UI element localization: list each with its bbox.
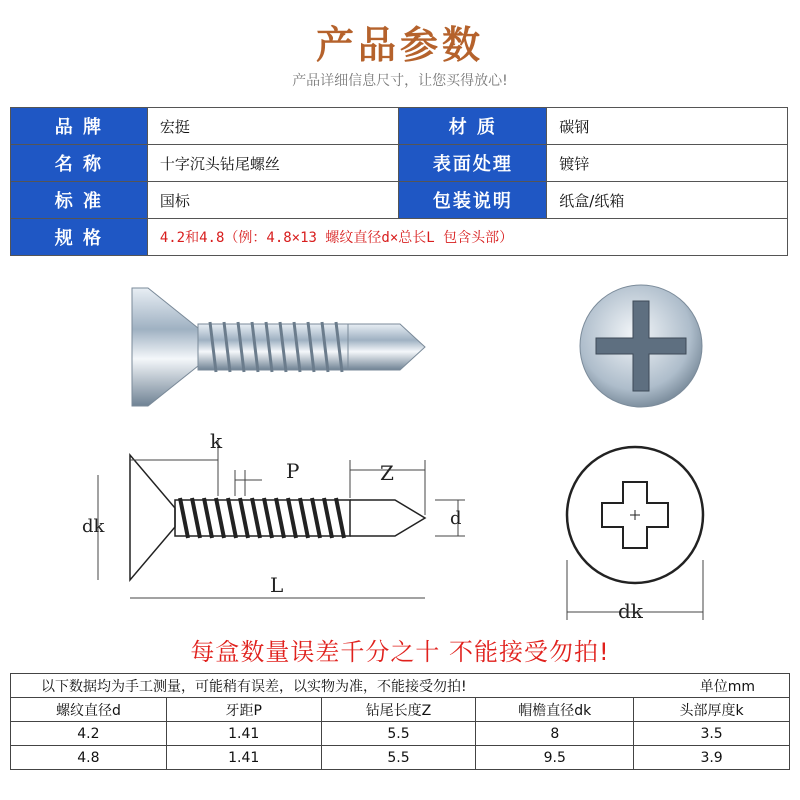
packing-value: 纸盒/纸箱 bbox=[547, 182, 788, 219]
note-cell bbox=[11, 674, 790, 698]
screw-head-drawing bbox=[560, 440, 720, 630]
label-p: P bbox=[286, 459, 300, 483]
unit-label: 单位mm bbox=[699, 678, 755, 695]
size-label: 规 格 bbox=[11, 219, 148, 256]
spec-row bbox=[11, 219, 788, 256]
name-value: 十字沉头钻尾螺丝 bbox=[147, 145, 399, 182]
table-cell: 1.41 bbox=[166, 722, 321, 746]
measure-note: 以下数据均为手工测量，可能稍有误差，以实物为准，不能接受勿拍! bbox=[41, 678, 467, 695]
label-head-dk: dk bbox=[618, 599, 643, 623]
surface-label: 表面处理 bbox=[399, 145, 547, 182]
packing-label: 包装说明 bbox=[399, 182, 547, 219]
table-cell: 3.9 bbox=[634, 746, 790, 770]
brand-value: 宏挺 bbox=[147, 108, 399, 145]
screw-drawing bbox=[80, 420, 462, 615]
label-l: L bbox=[270, 573, 284, 597]
quantity-warning: 每盒数量误差千分之十 不能接受勿拍! bbox=[190, 638, 610, 666]
table-cell: 5.5 bbox=[321, 722, 476, 746]
label-k: k bbox=[210, 429, 223, 453]
table-cell: 4.8 bbox=[11, 746, 167, 770]
table-cell: 9.5 bbox=[476, 746, 634, 770]
spec-row bbox=[11, 145, 788, 182]
screw-side-photo bbox=[120, 280, 440, 410]
screw-head-photo bbox=[578, 283, 704, 409]
measure-table bbox=[10, 673, 790, 770]
col-header: 头部厚度k bbox=[634, 698, 790, 722]
label-d: d bbox=[450, 508, 462, 529]
note-row bbox=[11, 674, 790, 698]
label-z: Z bbox=[380, 461, 394, 485]
spec-table bbox=[10, 107, 788, 256]
col-header: 螺纹直径d bbox=[11, 698, 167, 722]
table-row bbox=[11, 722, 790, 746]
page-title: 产品参数 bbox=[315, 23, 484, 67]
table-row bbox=[11, 746, 790, 770]
table-cell: 3.5 bbox=[634, 722, 790, 746]
standard-label: 标 准 bbox=[11, 182, 148, 219]
col-header: 牙距P bbox=[166, 698, 321, 722]
page-subtitle: 产品详细信息尺寸，让您买得放心! bbox=[292, 73, 508, 89]
brand-label: 品 牌 bbox=[11, 108, 148, 145]
table-cell: 1.41 bbox=[166, 746, 321, 770]
material-value: 碳钢 bbox=[547, 108, 788, 145]
table-cell: 8 bbox=[476, 722, 634, 746]
surface-value: 镀锌 bbox=[547, 145, 788, 182]
header-row bbox=[11, 698, 790, 722]
size-value: 4.2和4.8（例：4.8×13 螺纹直径d×总长L 包含头部） bbox=[147, 219, 787, 256]
spec-row bbox=[11, 108, 788, 145]
col-header: 钻尾长度Z bbox=[321, 698, 476, 722]
spec-row bbox=[11, 182, 788, 219]
table-cell: 4.2 bbox=[11, 722, 167, 746]
name-label: 名 称 bbox=[11, 145, 148, 182]
standard-value: 国标 bbox=[147, 182, 399, 219]
table-cell: 5.5 bbox=[321, 746, 476, 770]
label-dk: dk bbox=[82, 516, 105, 537]
material-label: 材 质 bbox=[399, 108, 547, 145]
col-header: 帽檐直径dk bbox=[476, 698, 634, 722]
